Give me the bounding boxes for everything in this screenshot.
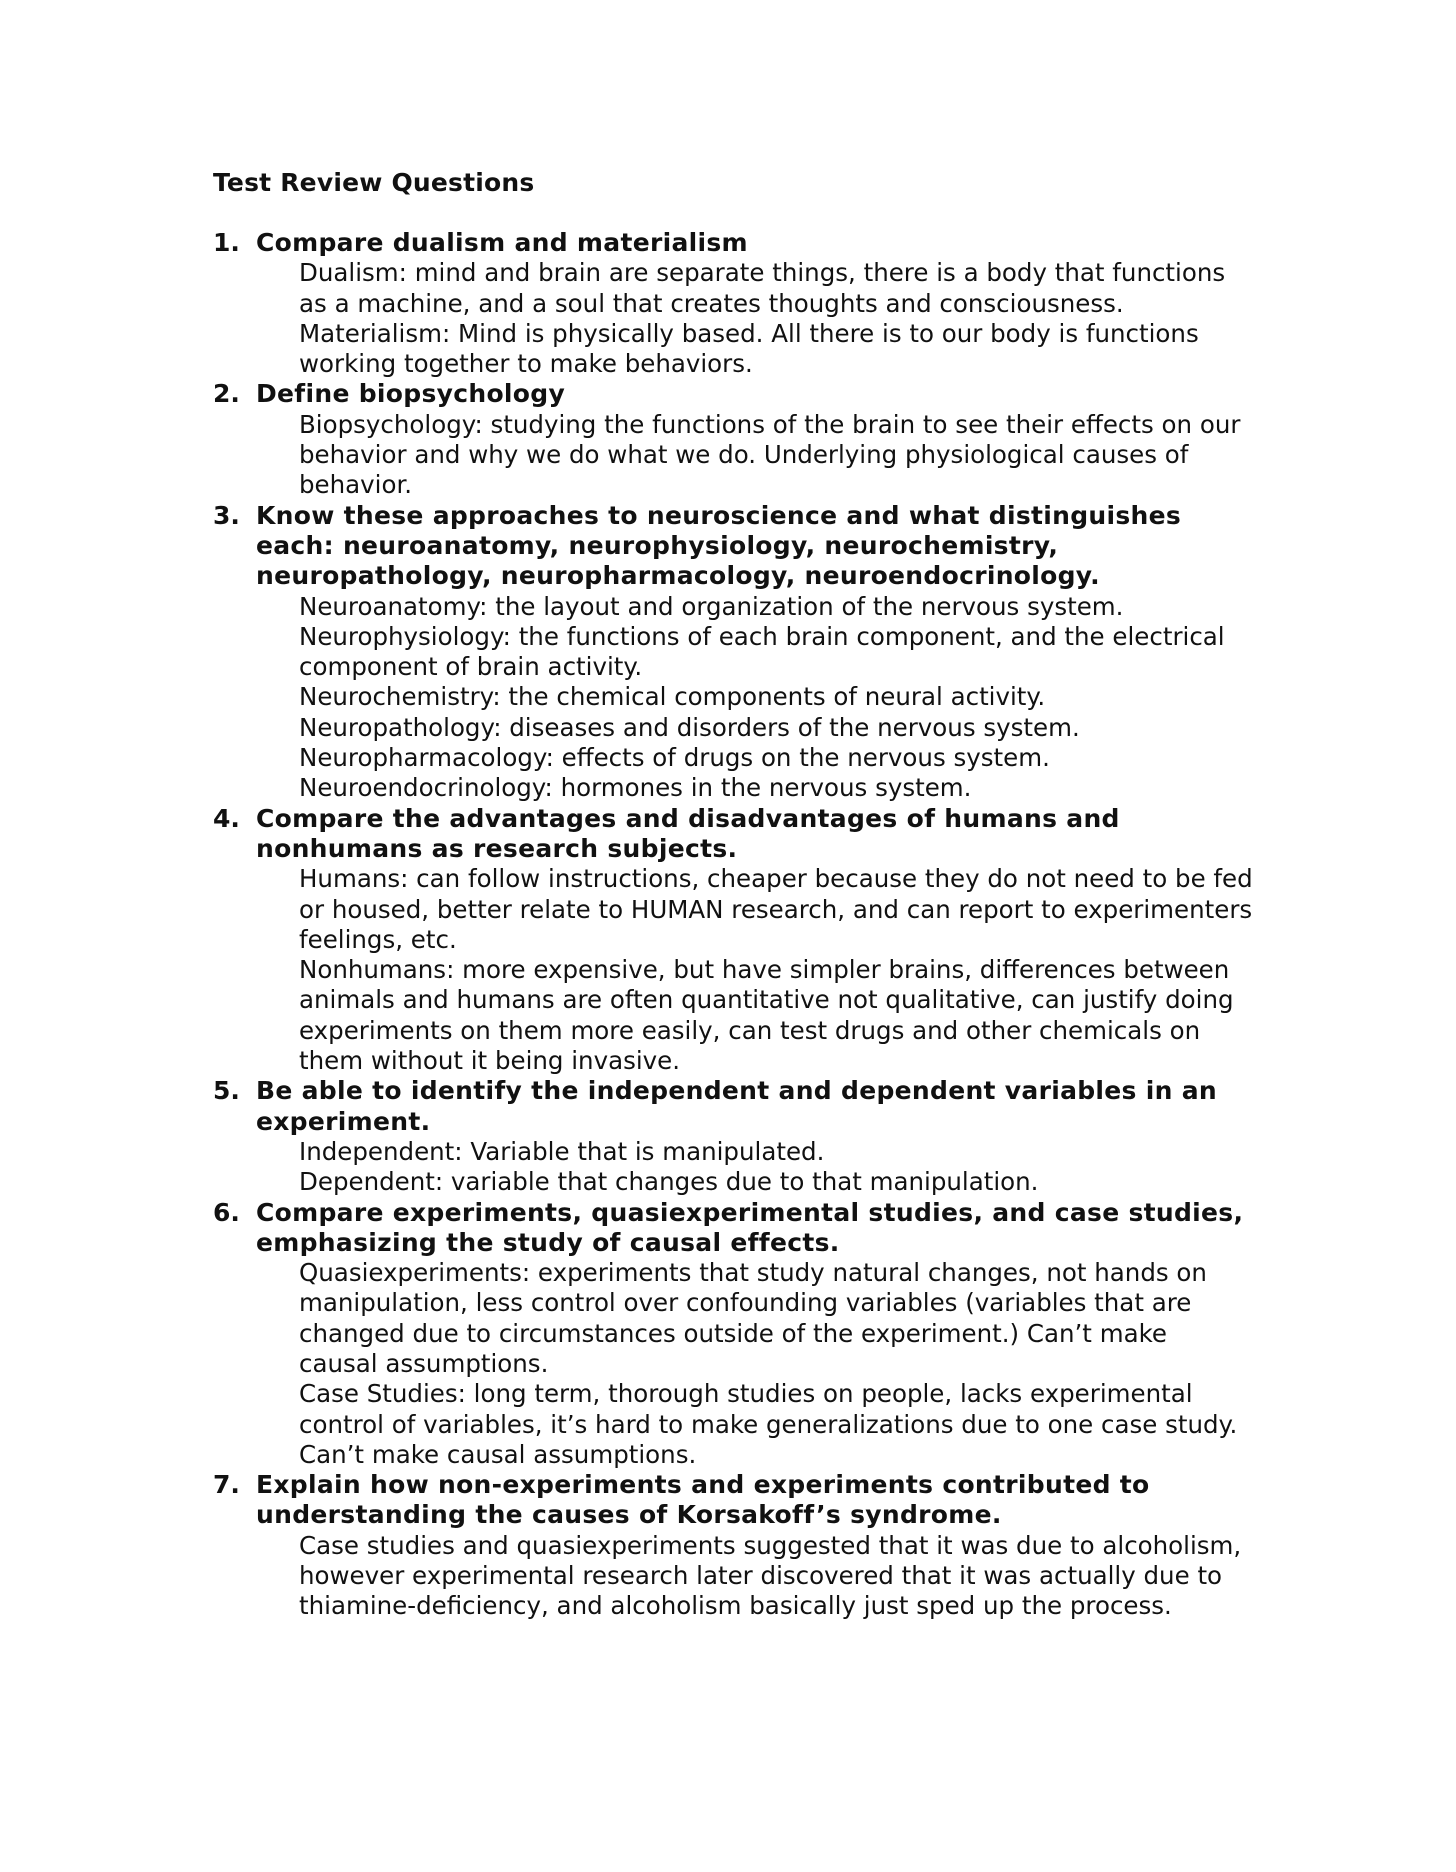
question-item: [213, 804, 1253, 1077]
answer-text: Neuroendocrinology: hormones in the nervous system.: [299, 773, 972, 803]
question-item: [213, 379, 1253, 500]
question-number: 3.: [213, 500, 240, 530]
question-item: [213, 1470, 1253, 1621]
answer-text: Neurochemistry: the chemical components of neural activity.: [299, 682, 1046, 712]
document-title: Test Review Questions: [213, 168, 535, 197]
document-page: [213, 168, 1253, 1622]
answer-text: Biopsychology: studying the functions of the brain to see their effects on our behavior and why we do what we do. Underlying physiological causes of behavior.: [299, 409, 1241, 500]
question-text: Define biopsychology: [256, 379, 566, 409]
question-text: Compare experiments, quasiexperimental studies, and case studies, emphasizing the study of causal effects.: [256, 1197, 1244, 1257]
answer-text: Humans: can follow instructions, cheaper because they do not need to be fed or housed, better relate to HUMAN research, and can report to experimenters feelings, etc.: [299, 864, 1253, 954]
question-item: [213, 228, 1253, 379]
answer-text: Case Studies: long term, thorough studies on people, lacks experimental control of variables, it’s hard to make generalizations due to one case study. Can’t make causal assumptions.: [299, 1379, 1238, 1469]
answer-text: Quasiexperiments: experiments that study natural changes, not hands on manipulation, less control over confounding variables (variables that are changed due to circumstances outside of the experiment.) Can’t make causal assumptions.: [299, 1258, 1207, 1378]
question-item: [213, 1076, 1253, 1197]
answer-text: Dependent: variable that changes due to that manipulation.: [299, 1167, 1039, 1197]
question-text: Know these approaches to neuroscience and what distinguishes each: neuroanatomy, neurophysiology, neurochemistry, neuropathology, neuropharmacology, neuroendocrinology.: [256, 500, 1182, 591]
question-number: 1.: [213, 228, 240, 257]
answer-text: Nonhumans: more expensive, but have simpler brains, differences between animals and humans are often quantitative not qualitative, can justify doing experiments on them more easily, can test drugs and other chemicals on them without it being invasive.: [299, 955, 1234, 1076]
answer-text: Neuropharmacology: effects of drugs on the nervous system.: [299, 743, 1050, 773]
question-number: 7.: [213, 1470, 240, 1500]
question-text: Be able to identify the independent and dependent variables in an experiment.: [256, 1076, 1217, 1136]
question-item: [213, 501, 1253, 804]
answer-text: Case studies and quasiexperiments suggested that it was due to alcoholism, however experimental research later discovered that it was actually due to thiamine-deficiency, and alcoholism basically just sped up the process.: [299, 1530, 1242, 1621]
answer-text: Neurophysiology: the functions of each brain component, and the electrical component of brain activity.: [299, 621, 1225, 682]
question-list: [213, 228, 1253, 1622]
question-text: Explain how non-experiments and experiments contributed to understanding the causes of Korsakoff’s syndrome.: [256, 1470, 1150, 1530]
question-number: 5.: [213, 1076, 240, 1106]
question-item: [213, 1198, 1253, 1471]
answer-text: Dualism: mind and brain are separate things, there is a body that functions as a machine, and a soul that creates thoughts and consciousness.: [299, 258, 1226, 318]
answer-text: Materialism: Mind is physically based. All there is to our body is functions working together to make behaviors.: [299, 318, 1199, 379]
answer-text: Independent: Variable that is manipulated.: [299, 1136, 825, 1166]
question-number: 4.: [213, 803, 240, 833]
question-number: 6.: [213, 1197, 240, 1227]
question-text: Compare dualism and materialism: [256, 228, 748, 257]
answer-text: Neuroanatomy: the layout and organization of the nervous system.: [299, 591, 1124, 621]
answer-text: Neuropathology: diseases and disorders of the nervous system.: [299, 712, 1080, 742]
question-number: 2.: [213, 379, 240, 409]
question-text: Compare the advantages and disadvantages of humans and nonhumans as research subjects.: [256, 803, 1120, 863]
